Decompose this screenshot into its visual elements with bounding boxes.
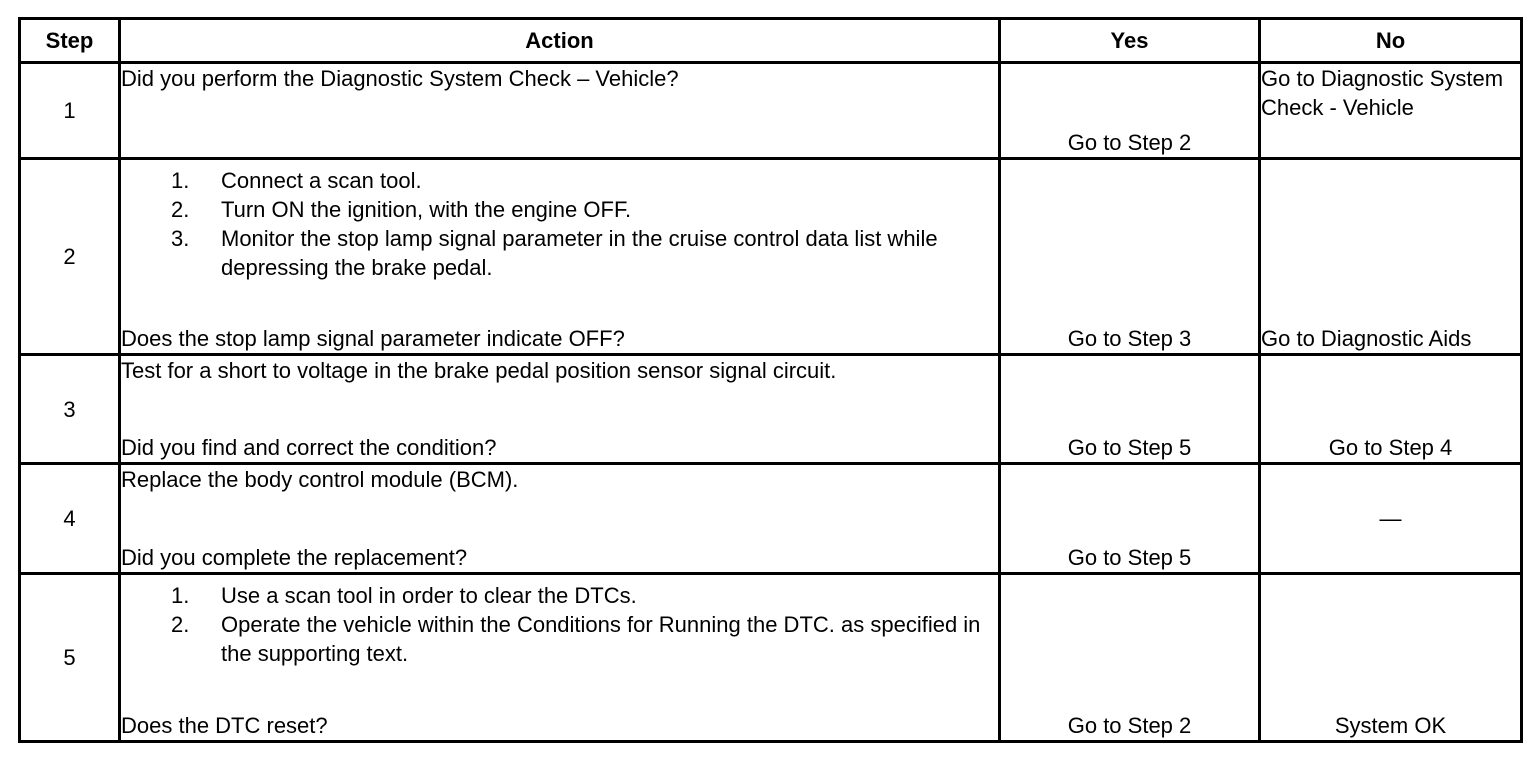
list-item-number: 1. bbox=[171, 583, 190, 608]
action-text: Replace the body control module (BCM). bbox=[121, 467, 519, 492]
no-cell: — bbox=[1260, 464, 1522, 574]
no-cell: Go to Diagnostic Aids bbox=[1260, 159, 1522, 355]
header-step: Step bbox=[20, 19, 120, 63]
table-row bbox=[20, 63, 1522, 159]
table-row bbox=[20, 159, 1522, 355]
list-item-text: Operate the vehicle within the Conditions for Running the DTC. as specified in the supporting text. bbox=[221, 612, 981, 666]
header-action: Action bbox=[120, 19, 1000, 63]
list-item bbox=[121, 195, 998, 224]
list-item-text: Connect a scan tool. bbox=[221, 168, 422, 193]
table-row bbox=[20, 355, 1522, 464]
action-cell bbox=[120, 574, 1000, 742]
header-row bbox=[20, 19, 1522, 63]
question-text: Did you find and correct the condition? bbox=[121, 435, 497, 460]
action-cell bbox=[120, 355, 1000, 464]
step-number: 4 bbox=[20, 464, 120, 574]
question-text: Did you complete the replacement? bbox=[121, 545, 468, 570]
action-text: Did you perform the Diagnostic System Check – Vehicle? bbox=[121, 66, 679, 91]
list-item bbox=[121, 224, 998, 282]
action-cell bbox=[120, 159, 1000, 355]
yes-cell: Go to Step 5 bbox=[1000, 464, 1260, 574]
no-cell: Go to Diagnostic System Check - Vehicle bbox=[1260, 63, 1522, 159]
step-number: 3 bbox=[20, 355, 120, 464]
diagnostic-table bbox=[18, 17, 1523, 743]
list-item-text: Use a scan tool in order to clear the DTCs. bbox=[221, 583, 637, 608]
action-cell bbox=[120, 63, 1000, 159]
list-item-number: 2. bbox=[171, 197, 190, 222]
yes-cell: Go to Step 5 bbox=[1000, 355, 1260, 464]
yes-cell: Go to Step 2 bbox=[1000, 574, 1260, 742]
table-row bbox=[20, 464, 1522, 574]
table-row bbox=[20, 574, 1522, 742]
yes-cell: Go to Step 2 bbox=[1000, 63, 1260, 159]
question-text: Does the DTC reset? bbox=[121, 713, 328, 738]
list-item bbox=[121, 581, 998, 610]
list-item bbox=[121, 166, 998, 195]
list-item-number: 1. bbox=[171, 168, 190, 193]
list-item-number: 3. bbox=[171, 226, 190, 251]
step-number: 2 bbox=[20, 159, 120, 355]
action-cell bbox=[120, 464, 1000, 574]
action-text: Test for a short to voltage in the brake pedal position sensor signal circuit. bbox=[121, 358, 837, 383]
no-cell: Go to Step 4 bbox=[1260, 355, 1522, 464]
list-item bbox=[121, 610, 998, 668]
step-number: 5 bbox=[20, 574, 120, 742]
header-no: No bbox=[1260, 19, 1522, 63]
yes-cell: Go to Step 3 bbox=[1000, 159, 1260, 355]
list-item-number: 2. bbox=[171, 612, 190, 637]
list-item-text: Monitor the stop lamp signal parameter in the cruise control data list while depressing the brake pedal. bbox=[221, 226, 938, 280]
step-list bbox=[121, 166, 998, 282]
no-cell: System OK bbox=[1260, 574, 1522, 742]
header-yes: Yes bbox=[1000, 19, 1260, 63]
step-list bbox=[121, 581, 998, 668]
list-item-text: Turn ON the ignition, with the engine OFF. bbox=[221, 197, 632, 222]
question-text: Does the stop lamp signal parameter indicate OFF? bbox=[121, 326, 625, 351]
step-number: 1 bbox=[20, 63, 120, 159]
